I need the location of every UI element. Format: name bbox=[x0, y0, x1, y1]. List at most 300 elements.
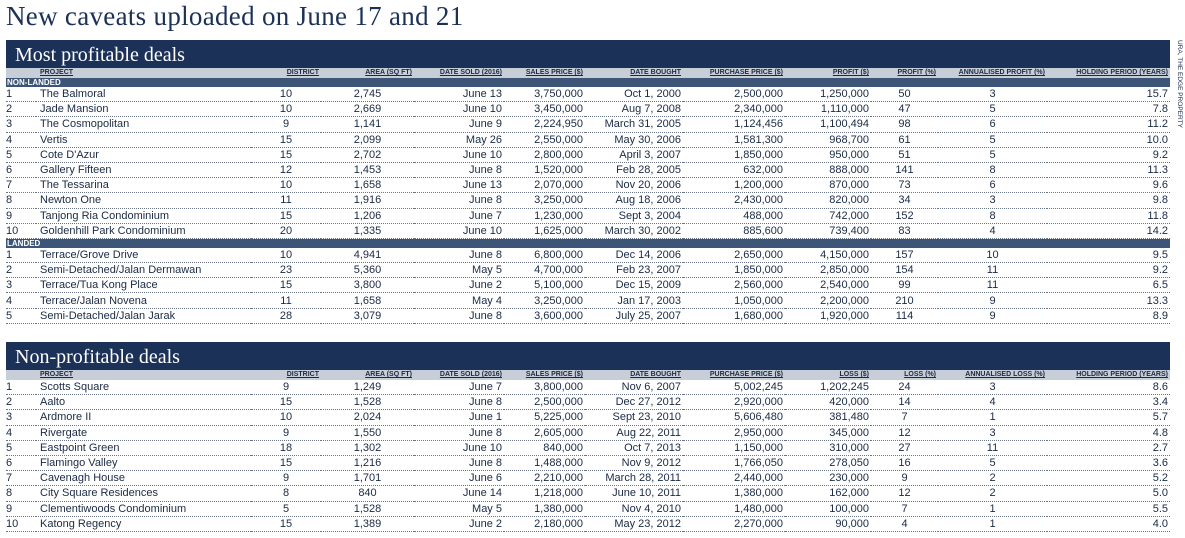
date-bought-cell: Sept 23, 2010 bbox=[585, 410, 683, 425]
district-cell: 23 bbox=[251, 263, 321, 278]
purchase-price-cell: 1,480,000 bbox=[683, 501, 785, 516]
annualised-cell: 2 bbox=[938, 471, 1047, 486]
sales-price-cell: 6,800,000 bbox=[504, 248, 585, 263]
table-row bbox=[6, 293, 1170, 308]
purchase-price-cell: 488,000 bbox=[683, 208, 785, 223]
row-index-cell: 7 bbox=[6, 471, 36, 486]
amount-cell: 1,110,000 bbox=[785, 102, 871, 117]
date-sold-cell: June 8 bbox=[414, 308, 504, 323]
row-index-cell: 1 bbox=[6, 380, 36, 395]
col-header-index bbox=[6, 68, 36, 78]
purchase-price-cell: 2,340,000 bbox=[683, 102, 785, 117]
area-cell: 2,745 bbox=[321, 87, 414, 102]
area-cell: 1,249 bbox=[321, 380, 414, 395]
date-bought-cell: May 30, 2006 bbox=[585, 132, 683, 147]
annualised-cell: 5 bbox=[938, 132, 1047, 147]
area-cell: 1,550 bbox=[321, 425, 414, 440]
col-header-district: DISTRICT bbox=[251, 68, 321, 78]
holding-period-cell: 3.4 bbox=[1047, 395, 1170, 410]
table-row bbox=[6, 395, 1170, 410]
holding-period-cell: 4.0 bbox=[1047, 516, 1170, 531]
annualised-cell: 10 bbox=[938, 248, 1047, 263]
annualised-cell: 8 bbox=[938, 208, 1047, 223]
area-cell: 1,658 bbox=[321, 178, 414, 193]
row-index-cell: 3 bbox=[6, 117, 36, 132]
amount-cell: 739,400 bbox=[785, 223, 871, 238]
area-cell: 1,141 bbox=[321, 117, 414, 132]
percent-cell: 12 bbox=[871, 486, 938, 501]
purchase-price-cell: 5,002,245 bbox=[683, 380, 785, 395]
sales-price-cell: 2,070,000 bbox=[504, 178, 585, 193]
date-bought-cell: Aug 7, 2008 bbox=[585, 102, 683, 117]
project-name-cell: Cote D'Azur bbox=[36, 147, 251, 162]
project-name-cell: Flamingo Valley bbox=[36, 455, 251, 470]
percent-cell: 9 bbox=[871, 471, 938, 486]
holding-period-cell: 9.8 bbox=[1047, 193, 1170, 208]
sales-price-cell: 3,250,000 bbox=[504, 293, 585, 308]
date-bought-cell: March 30, 2002 bbox=[585, 223, 683, 238]
date-bought-cell: Feb 28, 2005 bbox=[585, 162, 683, 177]
date-sold-cell: June 14 bbox=[414, 486, 504, 501]
table-row bbox=[6, 308, 1170, 323]
table-row bbox=[6, 162, 1170, 177]
table-row bbox=[6, 501, 1170, 516]
holding-period-cell: 10.0 bbox=[1047, 132, 1170, 147]
row-index-cell: 3 bbox=[6, 278, 36, 293]
area-cell: 2,099 bbox=[321, 132, 414, 147]
date-sold-cell: June 8 bbox=[414, 162, 504, 177]
percent-cell: 61 bbox=[871, 132, 938, 147]
date-sold-cell: June 9 bbox=[414, 117, 504, 132]
percent-cell: 210 bbox=[871, 293, 938, 308]
amount-cell: 4,150,000 bbox=[785, 248, 871, 263]
col-header-area: AREA (SQ FT) bbox=[321, 68, 414, 78]
amount-cell: 1,920,000 bbox=[785, 308, 871, 323]
row-index-cell: 2 bbox=[6, 395, 36, 410]
area-cell: 1,658 bbox=[321, 293, 414, 308]
percent-cell: 157 bbox=[871, 248, 938, 263]
date-sold-cell: June 8 bbox=[414, 193, 504, 208]
table-row bbox=[6, 278, 1170, 293]
source-credit bbox=[1174, 40, 1184, 130]
project-name-cell: City Square Residences bbox=[36, 486, 251, 501]
holding-period-cell: 14.2 bbox=[1047, 223, 1170, 238]
district-cell: 10 bbox=[251, 102, 321, 117]
group-label: LANDED bbox=[6, 238, 1170, 248]
col-header-annualised-loss: ANNUALISED LOSS (%) bbox=[938, 370, 1047, 380]
table-row bbox=[6, 471, 1170, 486]
date-sold-cell: June 7 bbox=[414, 208, 504, 223]
purchase-price-cell: 1,124,456 bbox=[683, 117, 785, 132]
table-row bbox=[6, 102, 1170, 117]
date-bought-cell: Aug 18, 2006 bbox=[585, 193, 683, 208]
sales-price-cell: 3,450,000 bbox=[504, 102, 585, 117]
annualised-cell: 3 bbox=[938, 193, 1047, 208]
area-cell: 1,389 bbox=[321, 516, 414, 531]
holding-period-cell: 2.7 bbox=[1047, 440, 1170, 455]
district-cell: 9 bbox=[251, 380, 321, 395]
area-cell: 1,453 bbox=[321, 162, 414, 177]
percent-cell: 27 bbox=[871, 440, 938, 455]
table-row bbox=[6, 455, 1170, 470]
district-cell: 10 bbox=[251, 248, 321, 263]
col-header-sales-price: SALES PRICE ($) bbox=[504, 68, 585, 78]
area-cell: 1,701 bbox=[321, 471, 414, 486]
amount-cell: 968,700 bbox=[785, 132, 871, 147]
percent-cell: 24 bbox=[871, 380, 938, 395]
sales-price-cell: 1,488,000 bbox=[504, 455, 585, 470]
col-header-loss-pct: LOSS (%) bbox=[871, 370, 938, 380]
date-bought-cell: Aug 22, 2011 bbox=[585, 425, 683, 440]
date-bought-cell: Dec 27, 2012 bbox=[585, 395, 683, 410]
col-header-project: PROJECT bbox=[36, 370, 251, 380]
col-header-profit: PROFIT ($) bbox=[785, 68, 871, 78]
percent-cell: 16 bbox=[871, 455, 938, 470]
table-row bbox=[6, 147, 1170, 162]
date-sold-cell: June 10 bbox=[414, 102, 504, 117]
area-cell: 840 bbox=[321, 486, 414, 501]
holding-period-cell: 8.6 bbox=[1047, 380, 1170, 395]
date-sold-cell: June 6 bbox=[414, 471, 504, 486]
area-cell: 2,669 bbox=[321, 102, 414, 117]
sales-price-cell: 1,218,000 bbox=[504, 486, 585, 501]
purchase-price-cell: 1,850,000 bbox=[683, 147, 785, 162]
percent-cell: 73 bbox=[871, 178, 938, 193]
col-header-date-sold: DATE SOLD (2016) bbox=[414, 370, 504, 380]
table-row bbox=[6, 132, 1170, 147]
amount-cell: 230,000 bbox=[785, 471, 871, 486]
project-name-cell: Scotts Square bbox=[36, 380, 251, 395]
row-index-cell: 4 bbox=[6, 425, 36, 440]
non-profitable-deals-table bbox=[6, 370, 1170, 532]
date-sold-cell: June 7 bbox=[414, 380, 504, 395]
non-profitable-deals-heading: Non-profitable deals bbox=[6, 342, 1170, 370]
row-index-cell: 4 bbox=[6, 132, 36, 147]
amount-cell: 870,000 bbox=[785, 178, 871, 193]
area-cell: 4,941 bbox=[321, 248, 414, 263]
table-row bbox=[6, 223, 1170, 238]
holding-period-cell: 3.6 bbox=[1047, 455, 1170, 470]
sales-price-cell: 1,625,000 bbox=[504, 223, 585, 238]
date-bought-cell: March 28, 2011 bbox=[585, 471, 683, 486]
sales-price-cell: 2,550,000 bbox=[504, 132, 585, 147]
col-header-purchase-price: PURCHASE PRICE ($) bbox=[683, 68, 785, 78]
district-cell: 15 bbox=[251, 132, 321, 147]
percent-cell: 99 bbox=[871, 278, 938, 293]
purchase-price-cell: 5,606,480 bbox=[683, 410, 785, 425]
project-name-cell: Terrace/Jalan Novena bbox=[36, 293, 251, 308]
area-cell: 3,079 bbox=[321, 308, 414, 323]
amount-cell: 2,850,000 bbox=[785, 263, 871, 278]
project-name-cell: Gallery Fifteen bbox=[36, 162, 251, 177]
district-cell: 10 bbox=[251, 410, 321, 425]
annualised-cell: 6 bbox=[938, 178, 1047, 193]
annualised-cell: 3 bbox=[938, 87, 1047, 102]
row-index-cell: 3 bbox=[6, 410, 36, 425]
project-name-cell: Aalto bbox=[36, 395, 251, 410]
date-bought-cell: July 25, 2007 bbox=[585, 308, 683, 323]
row-index-cell: 6 bbox=[6, 162, 36, 177]
project-name-cell: Jade Mansion bbox=[36, 102, 251, 117]
table-row bbox=[6, 486, 1170, 501]
district-cell: 9 bbox=[251, 471, 321, 486]
district-cell: 11 bbox=[251, 193, 321, 208]
area-cell: 1,335 bbox=[321, 223, 414, 238]
group-row bbox=[6, 238, 1170, 248]
col-header-loss: LOSS ($) bbox=[785, 370, 871, 380]
district-cell: 15 bbox=[251, 278, 321, 293]
date-bought-cell: Nov 20, 2006 bbox=[585, 178, 683, 193]
purchase-price-cell: 2,650,000 bbox=[683, 248, 785, 263]
purchase-price-cell: 1,380,000 bbox=[683, 486, 785, 501]
purchase-price-cell: 1,200,000 bbox=[683, 178, 785, 193]
percent-cell: 51 bbox=[871, 147, 938, 162]
purchase-price-cell: 1,766,050 bbox=[683, 455, 785, 470]
holding-period-cell: 11.8 bbox=[1047, 208, 1170, 223]
district-cell: 15 bbox=[251, 395, 321, 410]
date-bought-cell: April 3, 2007 bbox=[585, 147, 683, 162]
table-row bbox=[6, 117, 1170, 132]
district-cell: 5 bbox=[251, 501, 321, 516]
project-name-cell: Eastpoint Green bbox=[36, 440, 251, 455]
date-sold-cell: June 13 bbox=[414, 178, 504, 193]
non-profitable-table-body bbox=[6, 380, 1170, 531]
purchase-price-cell: 1,050,000 bbox=[683, 293, 785, 308]
row-index-cell: 10 bbox=[6, 223, 36, 238]
annualised-cell: 9 bbox=[938, 293, 1047, 308]
purchase-price-cell: 2,920,000 bbox=[683, 395, 785, 410]
row-index-cell: 4 bbox=[6, 293, 36, 308]
percent-cell: 152 bbox=[871, 208, 938, 223]
row-index-cell: 5 bbox=[6, 440, 36, 455]
col-header-date-sold: DATE SOLD (2016) bbox=[414, 68, 504, 78]
district-cell: 10 bbox=[251, 178, 321, 193]
purchase-price-cell: 2,270,000 bbox=[683, 516, 785, 531]
col-header-project: PROJECT bbox=[36, 68, 251, 78]
date-sold-cell: June 8 bbox=[414, 395, 504, 410]
percent-cell: 4 bbox=[871, 516, 938, 531]
amount-cell: 278,050 bbox=[785, 455, 871, 470]
amount-cell: 820,000 bbox=[785, 193, 871, 208]
row-index-cell: 9 bbox=[6, 208, 36, 223]
sales-price-cell: 2,605,000 bbox=[504, 425, 585, 440]
date-sold-cell: June 10 bbox=[414, 223, 504, 238]
percent-cell: 141 bbox=[871, 162, 938, 177]
percent-cell: 7 bbox=[871, 410, 938, 425]
date-bought-cell: June 10, 2011 bbox=[585, 486, 683, 501]
date-sold-cell: June 2 bbox=[414, 278, 504, 293]
purchase-price-cell: 1,581,300 bbox=[683, 132, 785, 147]
date-bought-cell: Dec 14, 2006 bbox=[585, 248, 683, 263]
purchase-price-cell: 1,150,000 bbox=[683, 440, 785, 455]
row-index-cell: 8 bbox=[6, 486, 36, 501]
percent-cell: 12 bbox=[871, 425, 938, 440]
district-cell: 18 bbox=[251, 440, 321, 455]
date-sold-cell: June 1 bbox=[414, 410, 504, 425]
district-cell: 11 bbox=[251, 293, 321, 308]
col-header-annualised-profit: ANNUALISED PROFIT (%) bbox=[938, 68, 1047, 78]
project-name-cell: The Balmoral bbox=[36, 87, 251, 102]
amount-cell: 310,000 bbox=[785, 440, 871, 455]
col-header-date-bought: DATE BOUGHT bbox=[585, 68, 683, 78]
purchase-price-cell: 885,600 bbox=[683, 223, 785, 238]
date-sold-cell: June 13 bbox=[414, 87, 504, 102]
project-name-cell: The Cosmopolitan bbox=[36, 117, 251, 132]
area-cell: 2,702 bbox=[321, 147, 414, 162]
amount-cell: 1,202,245 bbox=[785, 380, 871, 395]
percent-cell: 14 bbox=[871, 395, 938, 410]
area-cell: 2,024 bbox=[321, 410, 414, 425]
profitable-deals-table bbox=[6, 68, 1170, 324]
annualised-cell: 5 bbox=[938, 147, 1047, 162]
date-bought-cell: March 31, 2005 bbox=[585, 117, 683, 132]
row-index-cell: 6 bbox=[6, 455, 36, 470]
area-cell: 1,216 bbox=[321, 455, 414, 470]
project-name-cell: The Tessarina bbox=[36, 178, 251, 193]
date-bought-cell: Sept 3, 2004 bbox=[585, 208, 683, 223]
purchase-price-cell: 2,500,000 bbox=[683, 87, 785, 102]
annualised-cell: 11 bbox=[938, 440, 1047, 455]
date-bought-cell: Nov 9, 2012 bbox=[585, 455, 683, 470]
date-sold-cell: June 10 bbox=[414, 440, 504, 455]
sales-price-cell: 2,210,000 bbox=[504, 471, 585, 486]
amount-cell: 1,100,494 bbox=[785, 117, 871, 132]
district-cell: 15 bbox=[251, 147, 321, 162]
amount-cell: 742,000 bbox=[785, 208, 871, 223]
date-bought-cell: Nov 6, 2007 bbox=[585, 380, 683, 395]
percent-cell: 50 bbox=[871, 87, 938, 102]
purchase-price-cell: 1,850,000 bbox=[683, 263, 785, 278]
percent-cell: 47 bbox=[871, 102, 938, 117]
row-index-cell: 2 bbox=[6, 102, 36, 117]
table-row bbox=[6, 193, 1170, 208]
holding-period-cell: 5.5 bbox=[1047, 501, 1170, 516]
amount-cell: 100,000 bbox=[785, 501, 871, 516]
project-name-cell: Vertis bbox=[36, 132, 251, 147]
sales-price-cell: 2,800,000 bbox=[504, 147, 585, 162]
purchase-price-cell: 2,440,000 bbox=[683, 471, 785, 486]
date-sold-cell: June 2 bbox=[414, 516, 504, 531]
amount-cell: 90,000 bbox=[785, 516, 871, 531]
holding-period-cell: 7.8 bbox=[1047, 102, 1170, 117]
area-cell: 3,800 bbox=[321, 278, 414, 293]
date-sold-cell: June 10 bbox=[414, 147, 504, 162]
annualised-cell: 1 bbox=[938, 501, 1047, 516]
sales-price-cell: 2,500,000 bbox=[504, 395, 585, 410]
project-name-cell: Katong Regency bbox=[36, 516, 251, 531]
area-cell: 1,206 bbox=[321, 208, 414, 223]
holding-period-cell: 11.3 bbox=[1047, 162, 1170, 177]
district-cell: 9 bbox=[251, 425, 321, 440]
annualised-cell: 2 bbox=[938, 486, 1047, 501]
sales-price-cell: 1,520,000 bbox=[504, 162, 585, 177]
date-bought-cell: Oct 1, 2000 bbox=[585, 87, 683, 102]
project-name-cell: Clementiwoods Condominium bbox=[36, 501, 251, 516]
holding-period-cell: 9.6 bbox=[1047, 178, 1170, 193]
purchase-price-cell: 2,560,000 bbox=[683, 278, 785, 293]
non-profitable-deals-section bbox=[6, 342, 1170, 532]
holding-period-cell: 5.0 bbox=[1047, 486, 1170, 501]
sales-price-cell: 2,180,000 bbox=[504, 516, 585, 531]
page-title: New caveats uploaded on June 17 and 21 bbox=[6, 1, 464, 31]
col-header-index bbox=[6, 370, 36, 380]
amount-cell: 2,540,000 bbox=[785, 278, 871, 293]
date-sold-cell: May 5 bbox=[414, 263, 504, 278]
date-bought-cell: Oct 7, 2013 bbox=[585, 440, 683, 455]
purchase-price-cell: 2,430,000 bbox=[683, 193, 785, 208]
district-cell: 9 bbox=[251, 117, 321, 132]
amount-cell: 888,000 bbox=[785, 162, 871, 177]
col-header-district: DISTRICT bbox=[251, 370, 321, 380]
percent-cell: 154 bbox=[871, 263, 938, 278]
project-name-cell: Ardmore II bbox=[36, 410, 251, 425]
area-cell: 1,302 bbox=[321, 440, 414, 455]
profitable-table-body bbox=[6, 78, 1170, 323]
annualised-cell: 11 bbox=[938, 278, 1047, 293]
annualised-cell: 8 bbox=[938, 162, 1047, 177]
table-row bbox=[6, 208, 1170, 223]
sales-price-cell: 840,000 bbox=[504, 440, 585, 455]
percent-cell: 114 bbox=[871, 308, 938, 323]
district-cell: 8 bbox=[251, 486, 321, 501]
percent-cell: 98 bbox=[871, 117, 938, 132]
district-cell: 15 bbox=[251, 516, 321, 531]
annualised-cell: 4 bbox=[938, 223, 1047, 238]
area-cell: 1,916 bbox=[321, 193, 414, 208]
purchase-price-cell: 2,950,000 bbox=[683, 425, 785, 440]
district-cell: 20 bbox=[251, 223, 321, 238]
district-cell: 12 bbox=[251, 162, 321, 177]
annualised-cell: 3 bbox=[938, 380, 1047, 395]
project-name-cell: Goldenhill Park Condominium bbox=[36, 223, 251, 238]
annualised-cell: 9 bbox=[938, 308, 1047, 323]
project-name-cell: Tanjong Ria Condominium bbox=[36, 208, 251, 223]
date-sold-cell: June 8 bbox=[414, 455, 504, 470]
area-cell: 1,528 bbox=[321, 501, 414, 516]
purchase-price-cell: 632,000 bbox=[683, 162, 785, 177]
project-name-cell: Newton One bbox=[36, 193, 251, 208]
table-row bbox=[6, 516, 1170, 531]
group-label: NON-LANDED bbox=[6, 78, 1170, 87]
holding-period-cell: 9.5 bbox=[1047, 248, 1170, 263]
table-row bbox=[6, 178, 1170, 193]
holding-period-cell: 4.8 bbox=[1047, 425, 1170, 440]
holding-period-cell: 8.9 bbox=[1047, 308, 1170, 323]
annualised-cell: 4 bbox=[938, 395, 1047, 410]
project-name-cell: Terrace/Tua Kong Place bbox=[36, 278, 251, 293]
table-row bbox=[6, 425, 1170, 440]
sales-price-cell: 3,250,000 bbox=[504, 193, 585, 208]
district-cell: 10 bbox=[251, 87, 321, 102]
holding-period-cell: 13.3 bbox=[1047, 293, 1170, 308]
annualised-cell: 1 bbox=[938, 516, 1047, 531]
amount-cell: 162,000 bbox=[785, 486, 871, 501]
sales-price-cell: 1,380,000 bbox=[504, 501, 585, 516]
row-index-cell: 8 bbox=[6, 193, 36, 208]
col-header-area: AREA (SQ FT) bbox=[321, 370, 414, 380]
profitable-deals-heading: Most profitable deals bbox=[6, 40, 1170, 68]
amount-cell: 1,250,000 bbox=[785, 87, 871, 102]
row-index-cell: 7 bbox=[6, 178, 36, 193]
table-row bbox=[6, 87, 1170, 102]
annualised-cell: 3 bbox=[938, 425, 1047, 440]
row-index-cell: 1 bbox=[6, 87, 36, 102]
non-profitable-header-row bbox=[6, 370, 1170, 380]
area-cell: 5,360 bbox=[321, 263, 414, 278]
project-name-cell: Semi-Detached/Jalan Jarak bbox=[36, 308, 251, 323]
annualised-cell: 1 bbox=[938, 410, 1047, 425]
col-header-holding-period: HOLDING PERIOD (YEARS) bbox=[1047, 370, 1170, 380]
